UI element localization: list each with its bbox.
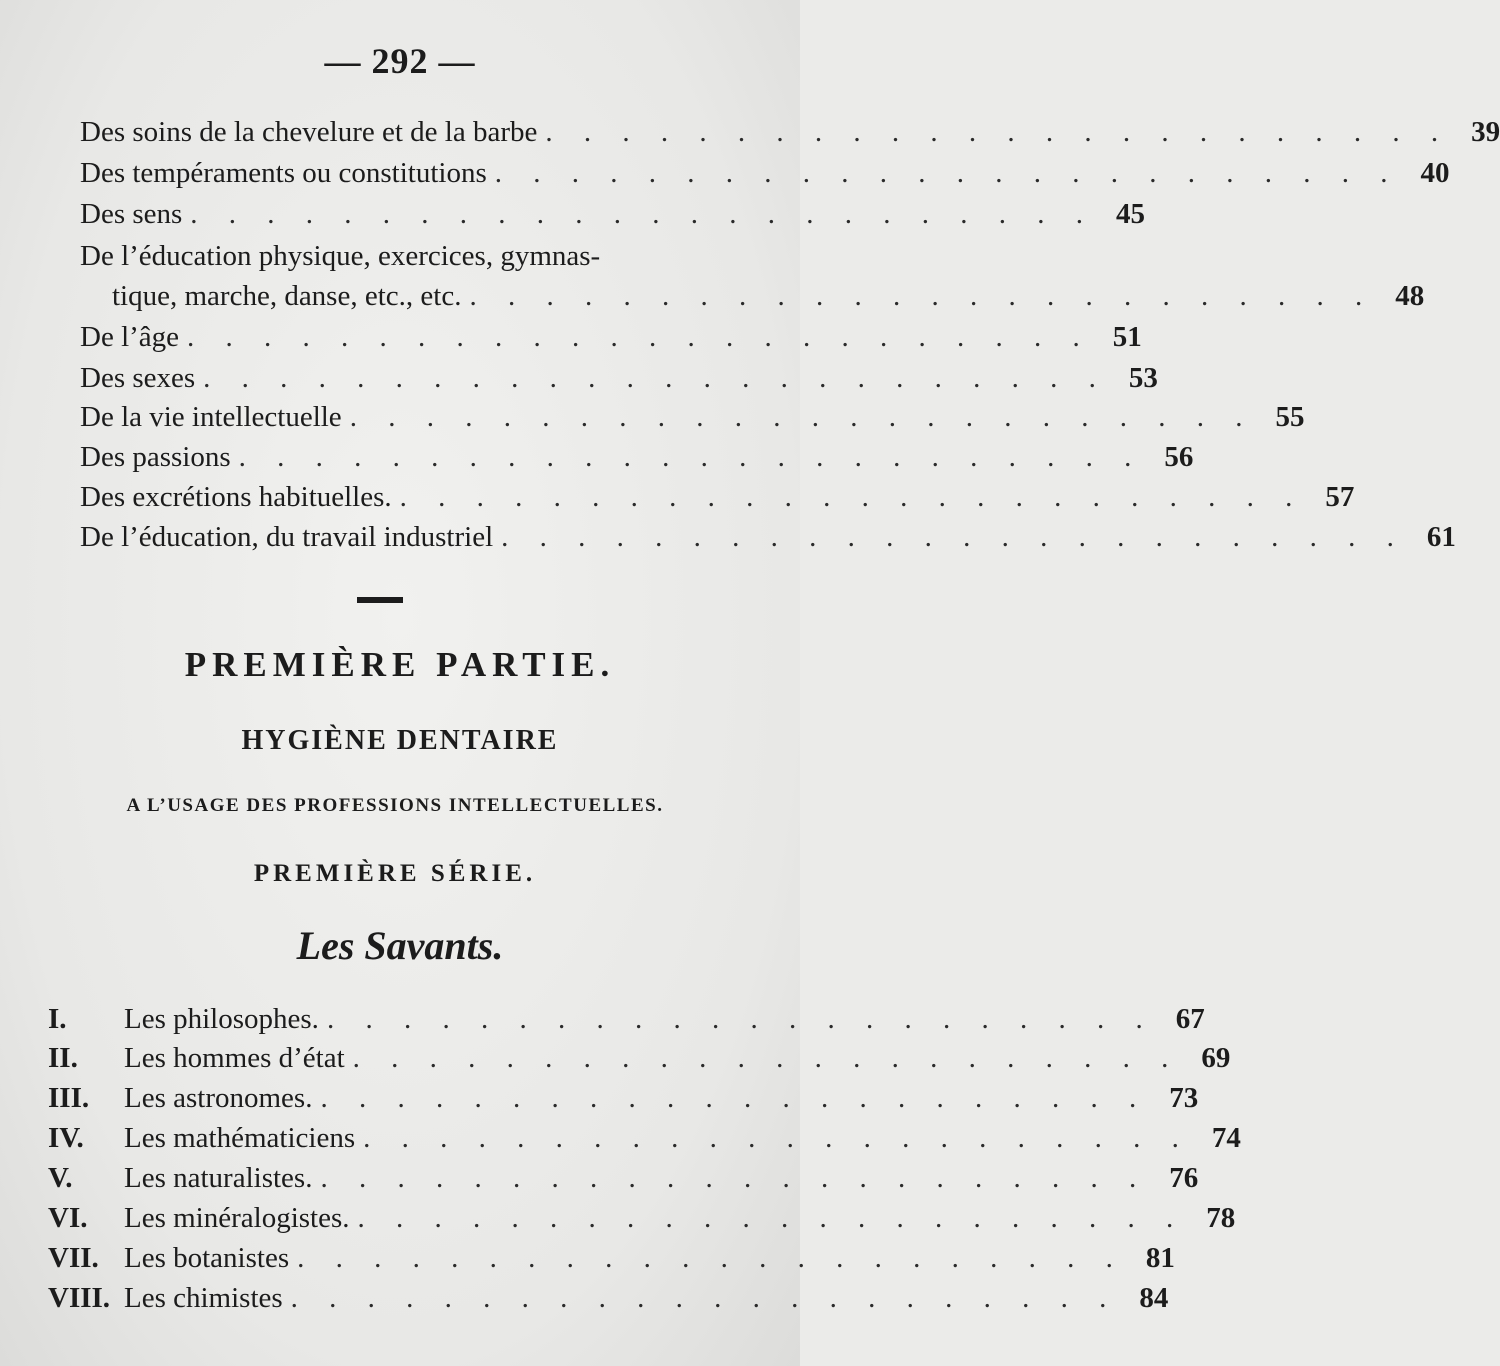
list-item — [48, 1042, 1231, 1082]
list-item-page: 76 — [1169, 1162, 1199, 1194]
list-item-page: 81 — [1145, 1242, 1175, 1274]
subject-title: HYGIÈNE DENTAIRE — [241, 725, 559, 756]
toc-entry-text: De la vie intellectuelle — [80, 401, 342, 433]
leader-dots: . . . . . . . . . . . . . . . . . . . . . . — [320, 1082, 1149, 1114]
list-item-number: V. — [48, 1162, 73, 1194]
section-heading: Les Savants. — [296, 923, 504, 968]
list-item-number: IV. — [48, 1122, 84, 1154]
toc-entry-page: 39 — [1471, 116, 1500, 148]
toc-entry — [80, 116, 1500, 156]
list-item-page: 84 — [1139, 1282, 1169, 1314]
toc-entry — [80, 362, 1158, 402]
toc-entry — [80, 521, 1456, 561]
toc-entry-page: 57 — [1325, 481, 1355, 513]
leader-dots: . . . . . . . . . . . . . . . . . . . . . . . . — [190, 198, 1096, 230]
toc-entry-text: Des sens — [80, 198, 183, 230]
list-item — [48, 1082, 1199, 1122]
toc-entry-text: Des tempéraments ou constitutions — [80, 157, 487, 189]
list-item-page: 69 — [1201, 1042, 1231, 1074]
list-item-text: Les minéralogistes. — [124, 1202, 350, 1234]
list-item — [48, 1282, 1169, 1322]
toc-entry — [80, 481, 1355, 521]
toc-entry-page: 40 — [1420, 157, 1450, 189]
list-item-page: 67 — [1175, 1003, 1205, 1035]
toc-entry-text: Des excrétions habituelles. — [80, 481, 392, 513]
toc-entry — [80, 157, 1450, 197]
toc-entry-page: 45 — [1116, 198, 1146, 230]
toc-entry-text: tique, marche, danse, etc., etc. — [112, 280, 462, 312]
leader-dots: . . . . . . . . . . . . . . . . . . . . . . — [357, 1202, 1186, 1234]
list-item-text: Les philosophes. — [124, 1003, 319, 1035]
list-item-number: VI. — [48, 1202, 88, 1234]
list-item — [48, 1003, 1205, 1043]
leader-dots: . . . . . . . . . . . . . . . . . . . . . . — [320, 1162, 1149, 1194]
toc-entry-continued: De l’éducation physique, exercices, gymnas- — [80, 240, 601, 272]
list-item — [48, 1242, 1175, 1282]
toc-entry-text: Des sexes — [80, 362, 196, 394]
list-item-page: 73 — [1169, 1082, 1199, 1114]
serie-title: PREMIÈRE SÉRIE. — [253, 860, 537, 887]
toc-entry-page: 48 — [1395, 280, 1425, 312]
toc-entry-page: 61 — [1426, 521, 1456, 553]
section-divider — [357, 597, 403, 603]
leader-dots: . . . . . . . . . . . . . . . . . . . . . . . . — [187, 321, 1092, 353]
list-item-number: I. — [48, 1003, 67, 1035]
list-item-number: III. — [48, 1082, 90, 1114]
toc-entry — [80, 401, 1305, 441]
leader-dots: . . . . . . . . . . . . . . . . . . . . . . . . — [469, 280, 1375, 312]
list-item-number: VII. — [48, 1242, 99, 1274]
toc-entry-page: 55 — [1275, 401, 1305, 433]
list-item-text: Les astronomes. — [124, 1082, 313, 1114]
list-item-number: II. — [48, 1042, 78, 1074]
leader-dots: . . . . . . . . . . . . . . . . . . . . . . . . — [399, 481, 1305, 513]
leader-dots: . . . . . . . . . . . . . . . . . . . . . . . . — [203, 362, 1108, 394]
list-item — [48, 1202, 1236, 1242]
usage-subtitle: A L’USAGE DES PROFESSIONS INTELLECTUELLES. — [126, 795, 664, 816]
page-number: — 292 — — [324, 41, 476, 81]
leader-dots: . . . . . . . . . . . . . . . . . . . . . . — [352, 1042, 1181, 1074]
toc-entry-page: 51 — [1112, 321, 1142, 353]
toc-entry — [112, 280, 1425, 320]
toc-entry-text: De l’âge — [80, 321, 180, 353]
leader-dots: . . . . . . . . . . . . . . . . . . . . . . — [290, 1282, 1119, 1314]
toc-entry — [80, 441, 1194, 481]
list-item-page: 78 — [1206, 1202, 1236, 1234]
list-item — [48, 1122, 1241, 1162]
leader-dots: . . . . . . . . . . . . . . . . . . . . . . — [363, 1122, 1191, 1154]
leader-dots: . . . . . . . . . . . . . . . . . . . . . . . . — [238, 441, 1144, 473]
leader-dots: . . . . . . . . . . . . . . . . . . . . . . . . — [501, 521, 1406, 553]
list-item-text: Les chimistes — [124, 1282, 283, 1314]
list-item-text: Les botanistes — [124, 1242, 290, 1274]
leader-dots: . . . . . . . . . . . . . . . . . . . . . . . . — [494, 157, 1400, 189]
list-item-text: Les mathématiciens — [124, 1122, 356, 1154]
list-item-page: 74 — [1211, 1122, 1241, 1154]
leader-dots: . . . . . . . . . . . . . . . . . . . . . . . . — [545, 116, 1451, 148]
toc-entry — [80, 321, 1142, 361]
toc-entry-page: 56 — [1164, 441, 1194, 473]
list-item-text: Les naturalistes. — [124, 1162, 313, 1194]
toc-entry-page: 53 — [1128, 362, 1158, 394]
toc-entry — [80, 198, 1146, 238]
leader-dots: . . . . . . . . . . . . . . . . . . . . . . — [297, 1242, 1125, 1274]
leader-dots: . . . . . . . . . . . . . . . . . . . . . . . . — [349, 401, 1255, 433]
toc-entry-text: De l’éducation, du travail industriel — [80, 521, 494, 553]
list-item — [48, 1162, 1199, 1202]
list-item-text: Les hommes d’état — [124, 1042, 345, 1074]
list-item-number: VIII. — [48, 1282, 111, 1314]
leader-dots: . . . . . . . . . . . . . . . . . . . . . . — [326, 1003, 1155, 1035]
part-title: PREMIÈRE PARTIE. — [184, 645, 616, 684]
toc-entry-text: Des passions — [80, 441, 231, 473]
toc-entry-text: Des soins de la chevelure et de la barbe — [80, 116, 538, 148]
